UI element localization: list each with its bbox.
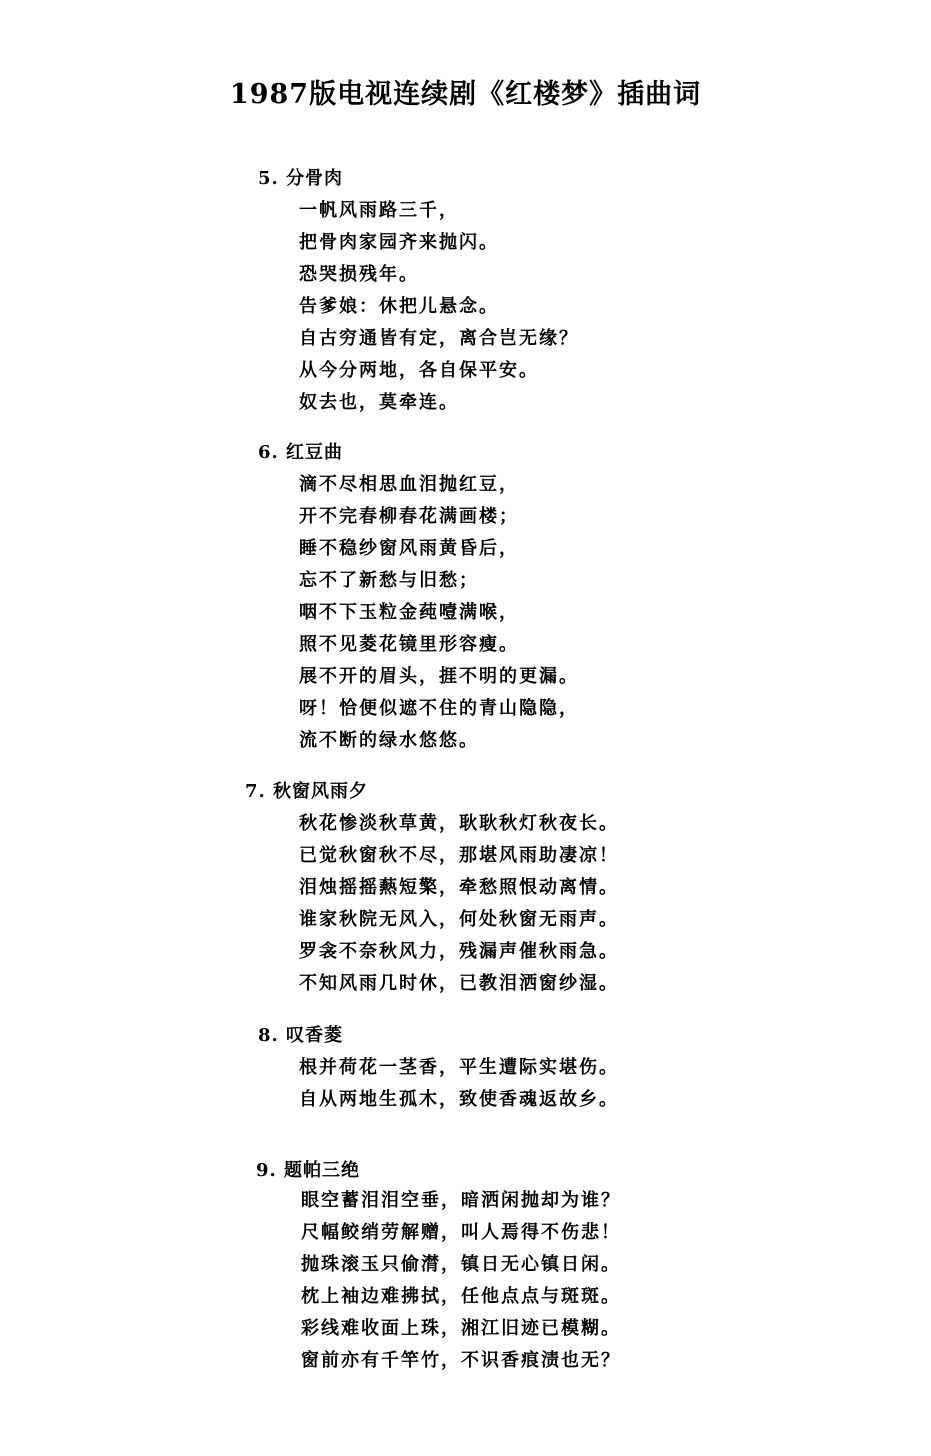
section-heading: 7. 秋窗风雨夕 xyxy=(245,781,369,802)
lyric-line: 滴不尽相思血泪抛红豆， xyxy=(299,474,519,495)
lyric-line: 彩线难收面上珠，湘江旧迹已模糊。 xyxy=(301,1318,621,1339)
lyric-line: 泪烛摇摇爇短檠，牵愁照恨动离情。 xyxy=(299,877,619,898)
lyric-line: 抛珠滚玉只偷潸，镇日无心镇日闲。 xyxy=(301,1254,621,1275)
lyric-line: 尺幅鲛绡劳解赠，叫人焉得不伤悲！ xyxy=(301,1222,621,1243)
lyric-line: 睡不稳纱窗风雨黄昏后， xyxy=(299,538,519,559)
section-heading: 8. 叹香菱 xyxy=(258,1025,344,1046)
page-title: 1987版电视连续剧《红楼梦》插曲词 xyxy=(229,79,702,110)
lyric-line: 枕上袖边难拂拭，任他点点与斑斑。 xyxy=(301,1286,621,1307)
section-heading: 5. 分骨肉 xyxy=(258,168,344,189)
lyric-line: 呀！恰便似遮不住的青山隐隐， xyxy=(299,698,579,719)
lyric-line: 自古穷通皆有定，离合岂无缘？ xyxy=(299,328,579,349)
lyric-line: 罗衾不奈秋风力，残漏声催秋雨急。 xyxy=(299,941,619,962)
lyric-line: 不知风雨几时休，已教泪洒窗纱湿。 xyxy=(299,973,619,994)
lyric-line: 忘不了新愁与旧愁； xyxy=(299,570,479,591)
section-heading: 9. 题帕三绝 xyxy=(256,1160,361,1181)
lyric-line: 秋花惨淡秋草黄，耿耿秋灯秋夜长。 xyxy=(299,813,619,834)
lyric-line: 根并荷花一茎香，平生遭际实堪伤。 xyxy=(299,1057,619,1078)
lyric-line: 一帆风雨路三千， xyxy=(299,200,459,221)
section-heading: 6. 红豆曲 xyxy=(258,442,344,463)
lyric-line: 从今分两地，各自保平安。 xyxy=(299,360,539,381)
lyric-line: 咽不下玉粒金莼噎满喉， xyxy=(299,602,519,623)
lyric-line: 开不完春柳春花满画楼； xyxy=(299,506,519,527)
lyric-line: 照不见菱花镜里形容瘦。 xyxy=(299,634,519,655)
lyric-line: 告爹娘：休把儿悬念。 xyxy=(299,296,499,317)
lyric-line: 眼空蓄泪泪空垂，暗洒闲抛却为谁？ xyxy=(301,1190,621,1211)
lyric-line: 窗前亦有千竿竹，不识香痕渍也无？ xyxy=(301,1350,621,1371)
lyric-line: 已觉秋窗秋不尽，那堪风雨助凄凉！ xyxy=(299,845,619,866)
lyric-line: 把骨肉家园齐来抛闪。 xyxy=(299,232,499,253)
lyric-line: 谁家秋院无风入，何处秋窗无雨声。 xyxy=(299,909,619,930)
lyric-line: 流不断的绿水悠悠。 xyxy=(299,730,479,751)
lyric-line: 恐哭损残年。 xyxy=(299,264,419,285)
lyric-line: 展不开的眉头，捱不明的更漏。 xyxy=(299,666,579,687)
lyric-line: 奴去也，莫牵连。 xyxy=(299,392,459,413)
lyric-line: 自从两地生孤木，致使香魂返故乡。 xyxy=(299,1089,619,1110)
